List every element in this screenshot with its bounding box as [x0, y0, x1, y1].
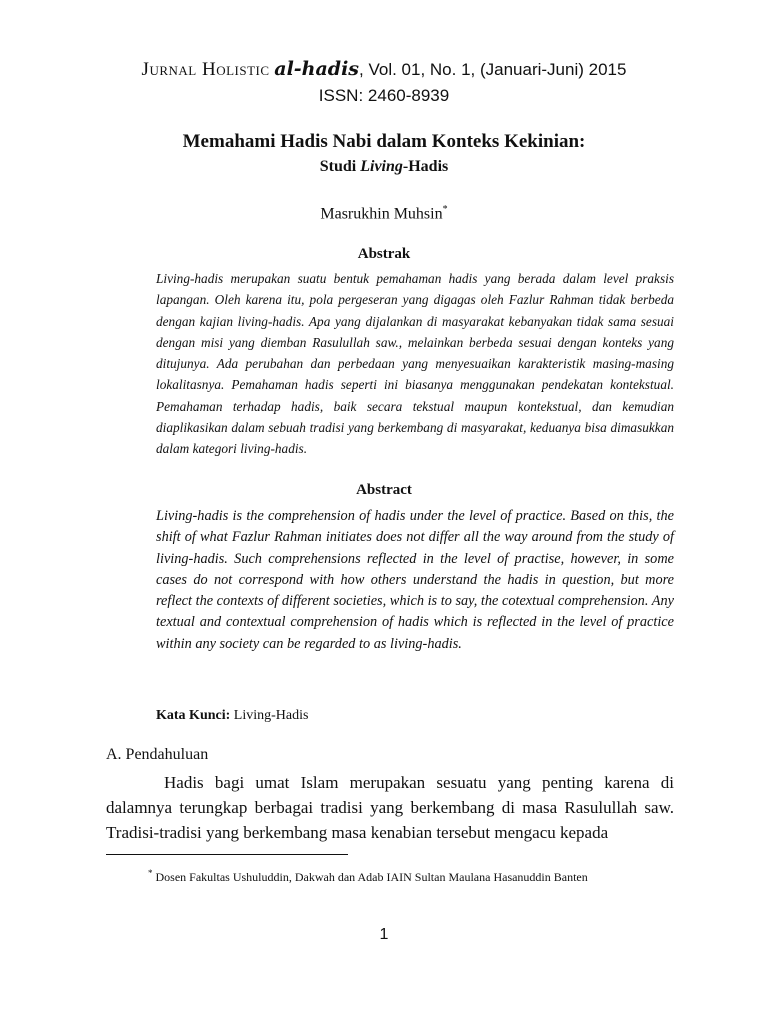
- footnote-mark: *: [148, 868, 153, 878]
- section-heading: A. Pendahuluan: [106, 746, 209, 763]
- page-number: 1: [379, 926, 389, 943]
- article-title: Memahami Hadis Nabi dalam Konteks Kekinian:: [182, 131, 586, 152]
- author-name: Masrukhin Muhsin: [320, 205, 443, 223]
- abstrak-heading: Abstrak: [357, 246, 411, 262]
- keywords: [156, 708, 308, 724]
- keywords-label: Kata Kunci:: [156, 708, 231, 723]
- footnote-text: Dosen Fakultas Ushuluddin, Dakwah dan Adab IAIN Sultan Maulana Hasanuddin Banten: [152, 870, 588, 884]
- subtitle-suffix: -Hadis: [402, 158, 449, 175]
- journal-header: [0, 58, 768, 81]
- abstract-text: Living-hadis is the comprehension of hadis under the level of practice. Based on this, the shift of what Fazlur Rahman initiates does not differ all the way around from the study of living-hadis. Such comprehensions reflected in the level of practise, however, in some cases do not correspond with how others understand the hadis in question, but more reflect the contexts of different societies, which is to say, the cotextual comprehension. Any textual and contextual comprehension of hadis which is reflected in the level of practice within any society can be regarded to as living-hadis.: [156, 508, 674, 652]
- author-line: [0, 204, 768, 223]
- abstract-heading: Abstract: [356, 482, 412, 498]
- keywords-value: Living-Hadis: [230, 708, 309, 723]
- author-footnote-mark: *: [442, 204, 448, 215]
- section-body: Hadis bagi umat Islam merupakan sesuatu yang penting karena di dalamnya terungkap berbagai tradisi yang berkembang di masa Rasulullah saw. Tradisi-tradisi yang berkembang masa kenabian tersebut mengacu kepada: [106, 773, 674, 842]
- footnote: [106, 862, 674, 888]
- footnote-divider: [106, 854, 348, 855]
- subtitle-italic: Living: [360, 158, 403, 175]
- subtitle-prefix: Studi: [319, 158, 361, 175]
- journal-logo: al-hadis: [274, 58, 360, 80]
- issn-line: ISSN: 2460-8939: [318, 86, 450, 105]
- journal-name: Jurnal Holistic: [141, 59, 270, 80]
- abstrak-text: Living-hadis merupakan suatu bentuk pemahaman hadis yang berada dalam level praksis lapangan. Oleh karena itu, pola pergeseran yang digagas oleh Fazlur Rahman tidak berbeda dengan kajian living-hadis. Apa yang dijalankan di masyarakat kebanyakan tidak sama sesuai dengan misi yang diemban Rasulullah saw., melainkan berbeda sesuai dengan konteks yang ditujunya. Ada perubahan dan perbedaan yang menyesuaikan karakteristik masing-masing lokalitasnya. Pemahaman hadis seperti ini biasanya menggunakan pendekatan kontekstual. Pemahaman terhadap hadis, baik secara tekstual maupun kontekstual, dan kemudian diaplikasikan dalam sebuah tradisi yang berkembang di masyarakat, keduanya bisa dimasukkan dalam kategori living-hadis.: [156, 271, 674, 457]
- article-subtitle: [0, 158, 768, 176]
- volume-info: , Vol. 01, No. 1, (Januari-Juni) 2015: [359, 60, 627, 79]
